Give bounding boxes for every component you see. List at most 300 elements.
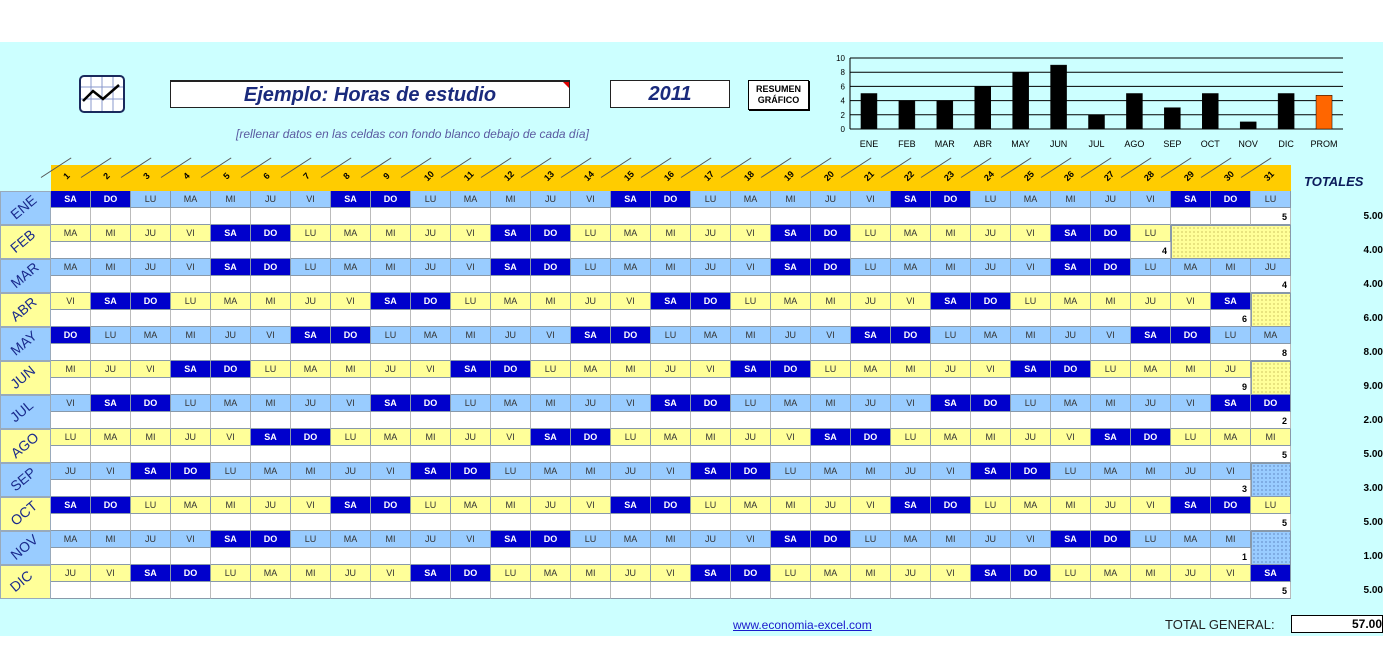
hours-input-cell[interactable] <box>211 276 251 293</box>
hours-input-cell[interactable] <box>1171 208 1211 225</box>
hours-input-cell[interactable] <box>1091 276 1131 293</box>
hours-input-cell[interactable] <box>971 446 1011 463</box>
hours-input-cell[interactable] <box>411 412 451 429</box>
hours-input-cell[interactable] <box>131 242 171 259</box>
hours-input-cell[interactable] <box>211 310 251 327</box>
hours-input-cell[interactable] <box>811 582 851 599</box>
hours-input-cell[interactable] <box>851 582 891 599</box>
hours-input-cell[interactable] <box>131 548 171 565</box>
hours-input-cell[interactable] <box>811 514 851 531</box>
hours-input-cell[interactable] <box>91 412 131 429</box>
hours-input-cell[interactable] <box>691 514 731 531</box>
hours-input-cell[interactable] <box>451 344 491 361</box>
hours-input-cell[interactable] <box>1011 446 1051 463</box>
hours-input-cell[interactable] <box>571 412 611 429</box>
hours-input-cell[interactable] <box>971 480 1011 497</box>
hours-input-cell[interactable] <box>611 582 651 599</box>
hours-input-cell[interactable] <box>811 242 851 259</box>
hours-input-cell[interactable] <box>971 582 1011 599</box>
hours-input-cell[interactable] <box>171 446 211 463</box>
hours-input-cell[interactable] <box>331 480 371 497</box>
hours-input-cell[interactable] <box>611 480 651 497</box>
hours-input-cell[interactable] <box>171 548 211 565</box>
hours-input-cell[interactable] <box>1091 514 1131 531</box>
hours-input-cell[interactable] <box>491 582 531 599</box>
hours-input-cell[interactable] <box>411 548 451 565</box>
hours-input-cell[interactable] <box>1171 548 1211 565</box>
hours-input-cell[interactable] <box>131 276 171 293</box>
hours-input-cell[interactable] <box>51 412 91 429</box>
hours-input-cell[interactable] <box>851 378 891 395</box>
hours-input-cell[interactable] <box>451 446 491 463</box>
hours-input-cell[interactable] <box>91 548 131 565</box>
hours-input-cell[interactable] <box>491 276 531 293</box>
hours-input-cell[interactable] <box>611 310 651 327</box>
hours-input-cell[interactable] <box>131 378 171 395</box>
hours-input-cell[interactable] <box>1051 480 1091 497</box>
hours-input-cell[interactable] <box>91 208 131 225</box>
hours-input-cell[interactable] <box>91 242 131 259</box>
hours-input-cell[interactable] <box>1051 582 1091 599</box>
line-chart-icon[interactable] <box>79 75 125 113</box>
hours-input-cell[interactable] <box>1131 208 1171 225</box>
hours-input-cell[interactable] <box>931 480 971 497</box>
hours-input-cell[interactable] <box>1091 378 1131 395</box>
hours-input-cell[interactable] <box>611 514 651 531</box>
hours-input-cell[interactable] <box>691 446 731 463</box>
hours-input-cell[interactable] <box>291 208 331 225</box>
hours-input-cell[interactable] <box>251 378 291 395</box>
hours-input-cell[interactable] <box>891 582 931 599</box>
hours-input-cell[interactable] <box>451 310 491 327</box>
hours-input-cell[interactable] <box>51 446 91 463</box>
hours-input-cell[interactable] <box>291 446 331 463</box>
hours-input-cell[interactable] <box>451 276 491 293</box>
hours-input-cell[interactable] <box>131 208 171 225</box>
hours-input-cell[interactable] <box>411 310 451 327</box>
hours-input-cell[interactable] <box>51 276 91 293</box>
hours-input-cell[interactable] <box>851 208 891 225</box>
hours-input-cell[interactable] <box>531 310 571 327</box>
hours-input-cell[interactable] <box>771 378 811 395</box>
hours-input-cell[interactable] <box>731 548 771 565</box>
hours-input-cell[interactable] <box>1131 548 1171 565</box>
hours-input-cell[interactable] <box>771 310 811 327</box>
hours-input-cell[interactable] <box>251 344 291 361</box>
hours-input-cell[interactable] <box>1011 582 1051 599</box>
hours-input-cell[interactable] <box>571 208 611 225</box>
hours-input-cell[interactable] <box>1051 548 1091 565</box>
hours-input-cell[interactable] <box>411 582 451 599</box>
hours-input-cell[interactable] <box>971 548 1011 565</box>
hours-input-cell[interactable]: 4 <box>1251 276 1291 293</box>
hours-input-cell[interactable] <box>1051 242 1091 259</box>
hours-input-cell[interactable] <box>691 276 731 293</box>
hours-input-cell[interactable] <box>1091 344 1131 361</box>
hours-input-cell[interactable] <box>1171 412 1211 429</box>
hours-input-cell[interactable] <box>91 480 131 497</box>
hours-input-cell[interactable] <box>291 582 331 599</box>
hours-input-cell[interactable] <box>51 582 91 599</box>
hours-input-cell[interactable]: 5 <box>1251 514 1291 531</box>
hours-input-cell[interactable] <box>171 480 211 497</box>
hours-input-cell[interactable] <box>171 412 211 429</box>
hours-input-cell[interactable] <box>371 242 411 259</box>
hours-input-cell[interactable] <box>691 378 731 395</box>
hours-input-cell[interactable] <box>1011 242 1051 259</box>
hours-input-cell[interactable] <box>531 582 571 599</box>
hours-input-cell[interactable] <box>851 242 891 259</box>
hours-input-cell[interactable] <box>411 208 451 225</box>
hours-input-cell[interactable]: 6 <box>1211 310 1251 327</box>
hours-input-cell[interactable] <box>91 276 131 293</box>
hours-input-cell[interactable] <box>251 514 291 531</box>
hours-input-cell[interactable] <box>131 480 171 497</box>
hours-input-cell[interactable] <box>691 242 731 259</box>
hours-input-cell[interactable] <box>851 480 891 497</box>
hours-input-cell[interactable] <box>211 378 251 395</box>
hours-input-cell[interactable] <box>131 446 171 463</box>
hours-input-cell[interactable] <box>571 480 611 497</box>
hours-input-cell[interactable] <box>1011 310 1051 327</box>
hours-input-cell[interactable] <box>51 310 91 327</box>
hours-input-cell[interactable] <box>171 344 211 361</box>
hours-input-cell[interactable] <box>491 310 531 327</box>
hours-input-cell[interactable] <box>931 208 971 225</box>
hours-input-cell[interactable] <box>211 446 251 463</box>
hours-input-cell[interactable] <box>331 242 371 259</box>
hours-input-cell[interactable] <box>971 276 1011 293</box>
hours-input-cell[interactable] <box>571 548 611 565</box>
hours-input-cell[interactable] <box>491 548 531 565</box>
hours-input-cell[interactable] <box>51 242 91 259</box>
hours-input-cell[interactable] <box>531 446 571 463</box>
title-box[interactable] <box>170 80 570 108</box>
hours-input-cell[interactable] <box>1011 276 1051 293</box>
hours-input-cell[interactable] <box>291 412 331 429</box>
hours-input-cell[interactable] <box>451 548 491 565</box>
hours-input-cell[interactable] <box>731 344 771 361</box>
hours-input-cell[interactable] <box>331 276 371 293</box>
hours-input-cell[interactable] <box>491 412 531 429</box>
hours-input-cell[interactable] <box>1131 480 1171 497</box>
hours-input-cell[interactable] <box>371 208 411 225</box>
hours-input-cell[interactable] <box>651 514 691 531</box>
hours-input-cell[interactable] <box>571 276 611 293</box>
hours-input-cell[interactable] <box>931 378 971 395</box>
hours-input-cell[interactable] <box>611 378 651 395</box>
hours-input-cell[interactable] <box>1051 446 1091 463</box>
hours-input-cell[interactable] <box>371 446 411 463</box>
hours-input-cell[interactable] <box>531 480 571 497</box>
hours-input-cell[interactable] <box>251 242 291 259</box>
hours-input-cell[interactable] <box>731 242 771 259</box>
hours-input-cell[interactable] <box>291 378 331 395</box>
hours-input-cell[interactable] <box>211 548 251 565</box>
hours-input-cell[interactable] <box>1131 276 1171 293</box>
hours-input-cell[interactable] <box>691 480 731 497</box>
hours-input-cell[interactable] <box>451 242 491 259</box>
hours-input-cell[interactable] <box>971 242 1011 259</box>
hours-input-cell[interactable] <box>971 208 1011 225</box>
hours-input-cell[interactable] <box>891 276 931 293</box>
hours-input-cell[interactable] <box>931 412 971 429</box>
hours-input-cell[interactable] <box>811 208 851 225</box>
hours-input-cell[interactable] <box>1011 412 1051 429</box>
hours-input-cell[interactable] <box>851 310 891 327</box>
hours-input-cell[interactable] <box>451 208 491 225</box>
hours-input-cell[interactable] <box>291 276 331 293</box>
hours-input-cell[interactable] <box>771 480 811 497</box>
hours-input-cell[interactable] <box>651 208 691 225</box>
hours-input-cell[interactable] <box>371 548 411 565</box>
hours-input-cell[interactable] <box>571 242 611 259</box>
hours-input-cell[interactable] <box>1211 446 1251 463</box>
hours-input-cell[interactable] <box>571 344 611 361</box>
hours-input-cell[interactable] <box>771 276 811 293</box>
hours-input-cell[interactable] <box>91 310 131 327</box>
hours-input-cell[interactable] <box>51 548 91 565</box>
hours-input-cell[interactable] <box>411 378 451 395</box>
hours-input-cell[interactable] <box>331 548 371 565</box>
hours-input-cell[interactable] <box>491 514 531 531</box>
hours-input-cell[interactable] <box>371 480 411 497</box>
hours-input-cell[interactable] <box>1131 378 1171 395</box>
hours-input-cell[interactable] <box>251 480 291 497</box>
hours-input-cell[interactable] <box>291 480 331 497</box>
hours-input-cell[interactable] <box>1131 412 1171 429</box>
hours-input-cell[interactable] <box>491 344 531 361</box>
hours-input-cell[interactable] <box>731 514 771 531</box>
hours-input-cell[interactable] <box>811 276 851 293</box>
hours-input-cell[interactable] <box>1051 208 1091 225</box>
hours-input-cell[interactable] <box>651 446 691 463</box>
hours-input-cell[interactable] <box>931 514 971 531</box>
hours-input-cell[interactable] <box>691 208 731 225</box>
hours-input-cell[interactable] <box>571 582 611 599</box>
hours-input-cell[interactable] <box>91 446 131 463</box>
hours-input-cell[interactable] <box>1011 480 1051 497</box>
hours-input-cell[interactable] <box>451 480 491 497</box>
hours-input-cell[interactable] <box>411 344 451 361</box>
hours-input-cell[interactable] <box>971 514 1011 531</box>
hours-input-cell[interactable] <box>331 310 371 327</box>
hours-input-cell[interactable] <box>1091 480 1131 497</box>
hours-input-cell[interactable] <box>251 548 291 565</box>
hours-input-cell[interactable] <box>1171 446 1211 463</box>
hours-input-cell[interactable] <box>851 344 891 361</box>
hours-input-cell[interactable] <box>51 208 91 225</box>
hours-input-cell[interactable] <box>1211 412 1251 429</box>
hours-input-cell[interactable] <box>171 242 211 259</box>
hours-input-cell[interactable] <box>851 446 891 463</box>
hours-input-cell[interactable] <box>891 378 931 395</box>
hours-input-cell[interactable] <box>1171 378 1211 395</box>
hours-input-cell[interactable] <box>131 582 171 599</box>
hours-input-cell[interactable] <box>171 276 211 293</box>
hours-input-cell[interactable] <box>251 208 291 225</box>
hours-input-cell[interactable] <box>331 208 371 225</box>
hours-input-cell[interactable] <box>971 412 1011 429</box>
hours-input-cell[interactable] <box>1131 582 1171 599</box>
hours-input-cell[interactable] <box>531 412 571 429</box>
hours-input-cell[interactable]: 2 <box>1251 412 1291 429</box>
website-link[interactable]: www.economia-excel.com <box>733 618 872 632</box>
hours-input-cell[interactable] <box>931 242 971 259</box>
hours-input-cell[interactable] <box>891 480 931 497</box>
hours-input-cell[interactable] <box>1051 310 1091 327</box>
hours-input-cell[interactable] <box>731 310 771 327</box>
hours-input-cell[interactable] <box>1011 514 1051 531</box>
hours-input-cell[interactable] <box>411 514 451 531</box>
hours-input-cell[interactable] <box>691 344 731 361</box>
hours-input-cell[interactable] <box>531 208 571 225</box>
hours-input-cell[interactable] <box>211 514 251 531</box>
hours-input-cell[interactable] <box>1091 446 1131 463</box>
hours-input-cell[interactable]: 1 <box>1211 548 1251 565</box>
hours-input-cell[interactable] <box>1171 276 1211 293</box>
hours-input-cell[interactable] <box>291 242 331 259</box>
hours-input-cell[interactable] <box>651 582 691 599</box>
hours-input-cell[interactable] <box>1091 242 1131 259</box>
hours-input-cell[interactable] <box>331 582 371 599</box>
hours-input-cell[interactable] <box>251 276 291 293</box>
hours-input-cell[interactable] <box>1051 412 1091 429</box>
hours-input-cell[interactable] <box>931 344 971 361</box>
hours-input-cell[interactable] <box>731 208 771 225</box>
hours-input-cell[interactable]: 4 <box>1131 242 1171 259</box>
hours-input-cell[interactable]: 5 <box>1251 208 1291 225</box>
hours-input-cell[interactable] <box>171 378 211 395</box>
hours-input-cell[interactable] <box>731 480 771 497</box>
hours-input-cell[interactable] <box>651 276 691 293</box>
hours-input-cell[interactable] <box>291 548 331 565</box>
hours-input-cell[interactable] <box>611 548 651 565</box>
hours-input-cell[interactable] <box>291 310 331 327</box>
hours-input-cell[interactable] <box>1091 412 1131 429</box>
hours-input-cell[interactable] <box>1131 310 1171 327</box>
hours-input-cell[interactable] <box>811 548 851 565</box>
hours-input-cell[interactable] <box>1211 208 1251 225</box>
hours-input-cell[interactable] <box>171 514 211 531</box>
hours-input-cell[interactable] <box>411 446 451 463</box>
hours-input-cell[interactable]: 3 <box>1211 480 1251 497</box>
hours-input-cell[interactable] <box>651 310 691 327</box>
year-field[interactable]: 2011 <box>610 80 730 108</box>
hours-input-cell[interactable] <box>91 344 131 361</box>
hours-input-cell[interactable] <box>451 378 491 395</box>
hours-input-cell[interactable] <box>331 514 371 531</box>
hours-input-cell[interactable] <box>131 310 171 327</box>
hours-input-cell[interactable] <box>371 344 411 361</box>
hours-input-cell[interactable] <box>411 480 451 497</box>
hours-input-cell[interactable] <box>731 446 771 463</box>
hours-input-cell[interactable] <box>611 412 651 429</box>
hours-input-cell[interactable]: 5 <box>1251 582 1291 599</box>
hours-input-cell[interactable] <box>1211 514 1251 531</box>
hours-input-cell[interactable] <box>211 582 251 599</box>
hours-input-cell[interactable] <box>891 412 931 429</box>
hours-input-cell[interactable] <box>491 480 531 497</box>
hours-input-cell[interactable] <box>491 208 531 225</box>
hours-input-cell[interactable] <box>51 344 91 361</box>
hours-input-cell[interactable] <box>651 412 691 429</box>
hours-input-cell[interactable] <box>411 242 451 259</box>
hours-input-cell[interactable] <box>1051 514 1091 531</box>
hours-input-cell[interactable] <box>691 582 731 599</box>
hours-input-cell[interactable] <box>331 446 371 463</box>
hours-input-cell[interactable] <box>1211 344 1251 361</box>
hours-input-cell[interactable] <box>491 242 531 259</box>
hours-input-cell[interactable] <box>811 412 851 429</box>
hours-input-cell[interactable] <box>371 276 411 293</box>
hours-input-cell[interactable] <box>331 344 371 361</box>
hours-input-cell[interactable] <box>931 310 971 327</box>
hours-input-cell[interactable] <box>1091 208 1131 225</box>
hours-input-cell[interactable] <box>891 548 931 565</box>
hours-input-cell[interactable] <box>291 344 331 361</box>
hours-input-cell[interactable] <box>891 208 931 225</box>
hours-input-cell[interactable] <box>531 514 571 531</box>
hours-input-cell[interactable] <box>811 446 851 463</box>
hours-input-cell[interactable] <box>771 446 811 463</box>
hours-input-cell[interactable] <box>771 208 811 225</box>
hours-input-cell[interactable] <box>811 344 851 361</box>
hours-input-cell[interactable] <box>51 514 91 531</box>
hours-input-cell[interactable] <box>931 582 971 599</box>
hours-input-cell[interactable] <box>211 480 251 497</box>
hours-input-cell[interactable] <box>491 378 531 395</box>
hours-input-cell[interactable] <box>611 208 651 225</box>
hours-input-cell[interactable] <box>1091 310 1131 327</box>
hours-input-cell[interactable] <box>531 242 571 259</box>
hours-input-cell[interactable] <box>251 412 291 429</box>
hours-input-cell[interactable] <box>371 378 411 395</box>
hours-input-cell[interactable] <box>571 514 611 531</box>
hours-input-cell[interactable] <box>691 412 731 429</box>
hours-input-cell[interactable] <box>1131 446 1171 463</box>
hours-input-cell[interactable] <box>371 514 411 531</box>
hours-input-cell[interactable] <box>731 582 771 599</box>
hours-input-cell[interactable] <box>931 548 971 565</box>
hours-input-cell[interactable] <box>931 446 971 463</box>
hours-input-cell[interactable] <box>531 344 571 361</box>
hours-input-cell[interactable] <box>1171 310 1211 327</box>
hours-input-cell[interactable] <box>611 344 651 361</box>
hours-input-cell[interactable] <box>651 344 691 361</box>
hours-input-cell[interactable] <box>1051 276 1091 293</box>
hours-input-cell[interactable] <box>451 514 491 531</box>
hours-input-cell[interactable] <box>851 514 891 531</box>
hours-input-cell[interactable] <box>731 378 771 395</box>
hours-input-cell[interactable] <box>211 242 251 259</box>
hours-input-cell[interactable] <box>331 378 371 395</box>
hours-input-cell[interactable]: 8 <box>1251 344 1291 361</box>
hours-input-cell[interactable] <box>1211 276 1251 293</box>
hours-input-cell[interactable] <box>171 208 211 225</box>
hours-input-cell[interactable] <box>1171 344 1211 361</box>
hours-input-cell[interactable] <box>531 276 571 293</box>
hours-input-cell[interactable] <box>1011 208 1051 225</box>
hours-input-cell[interactable] <box>851 412 891 429</box>
hours-input-cell[interactable] <box>931 276 971 293</box>
hours-input-cell[interactable] <box>611 276 651 293</box>
hours-input-cell[interactable] <box>1091 548 1131 565</box>
hours-input-cell[interactable] <box>891 446 931 463</box>
hours-input-cell[interactable] <box>771 514 811 531</box>
hours-input-cell[interactable] <box>1171 582 1211 599</box>
hours-input-cell[interactable] <box>891 344 931 361</box>
